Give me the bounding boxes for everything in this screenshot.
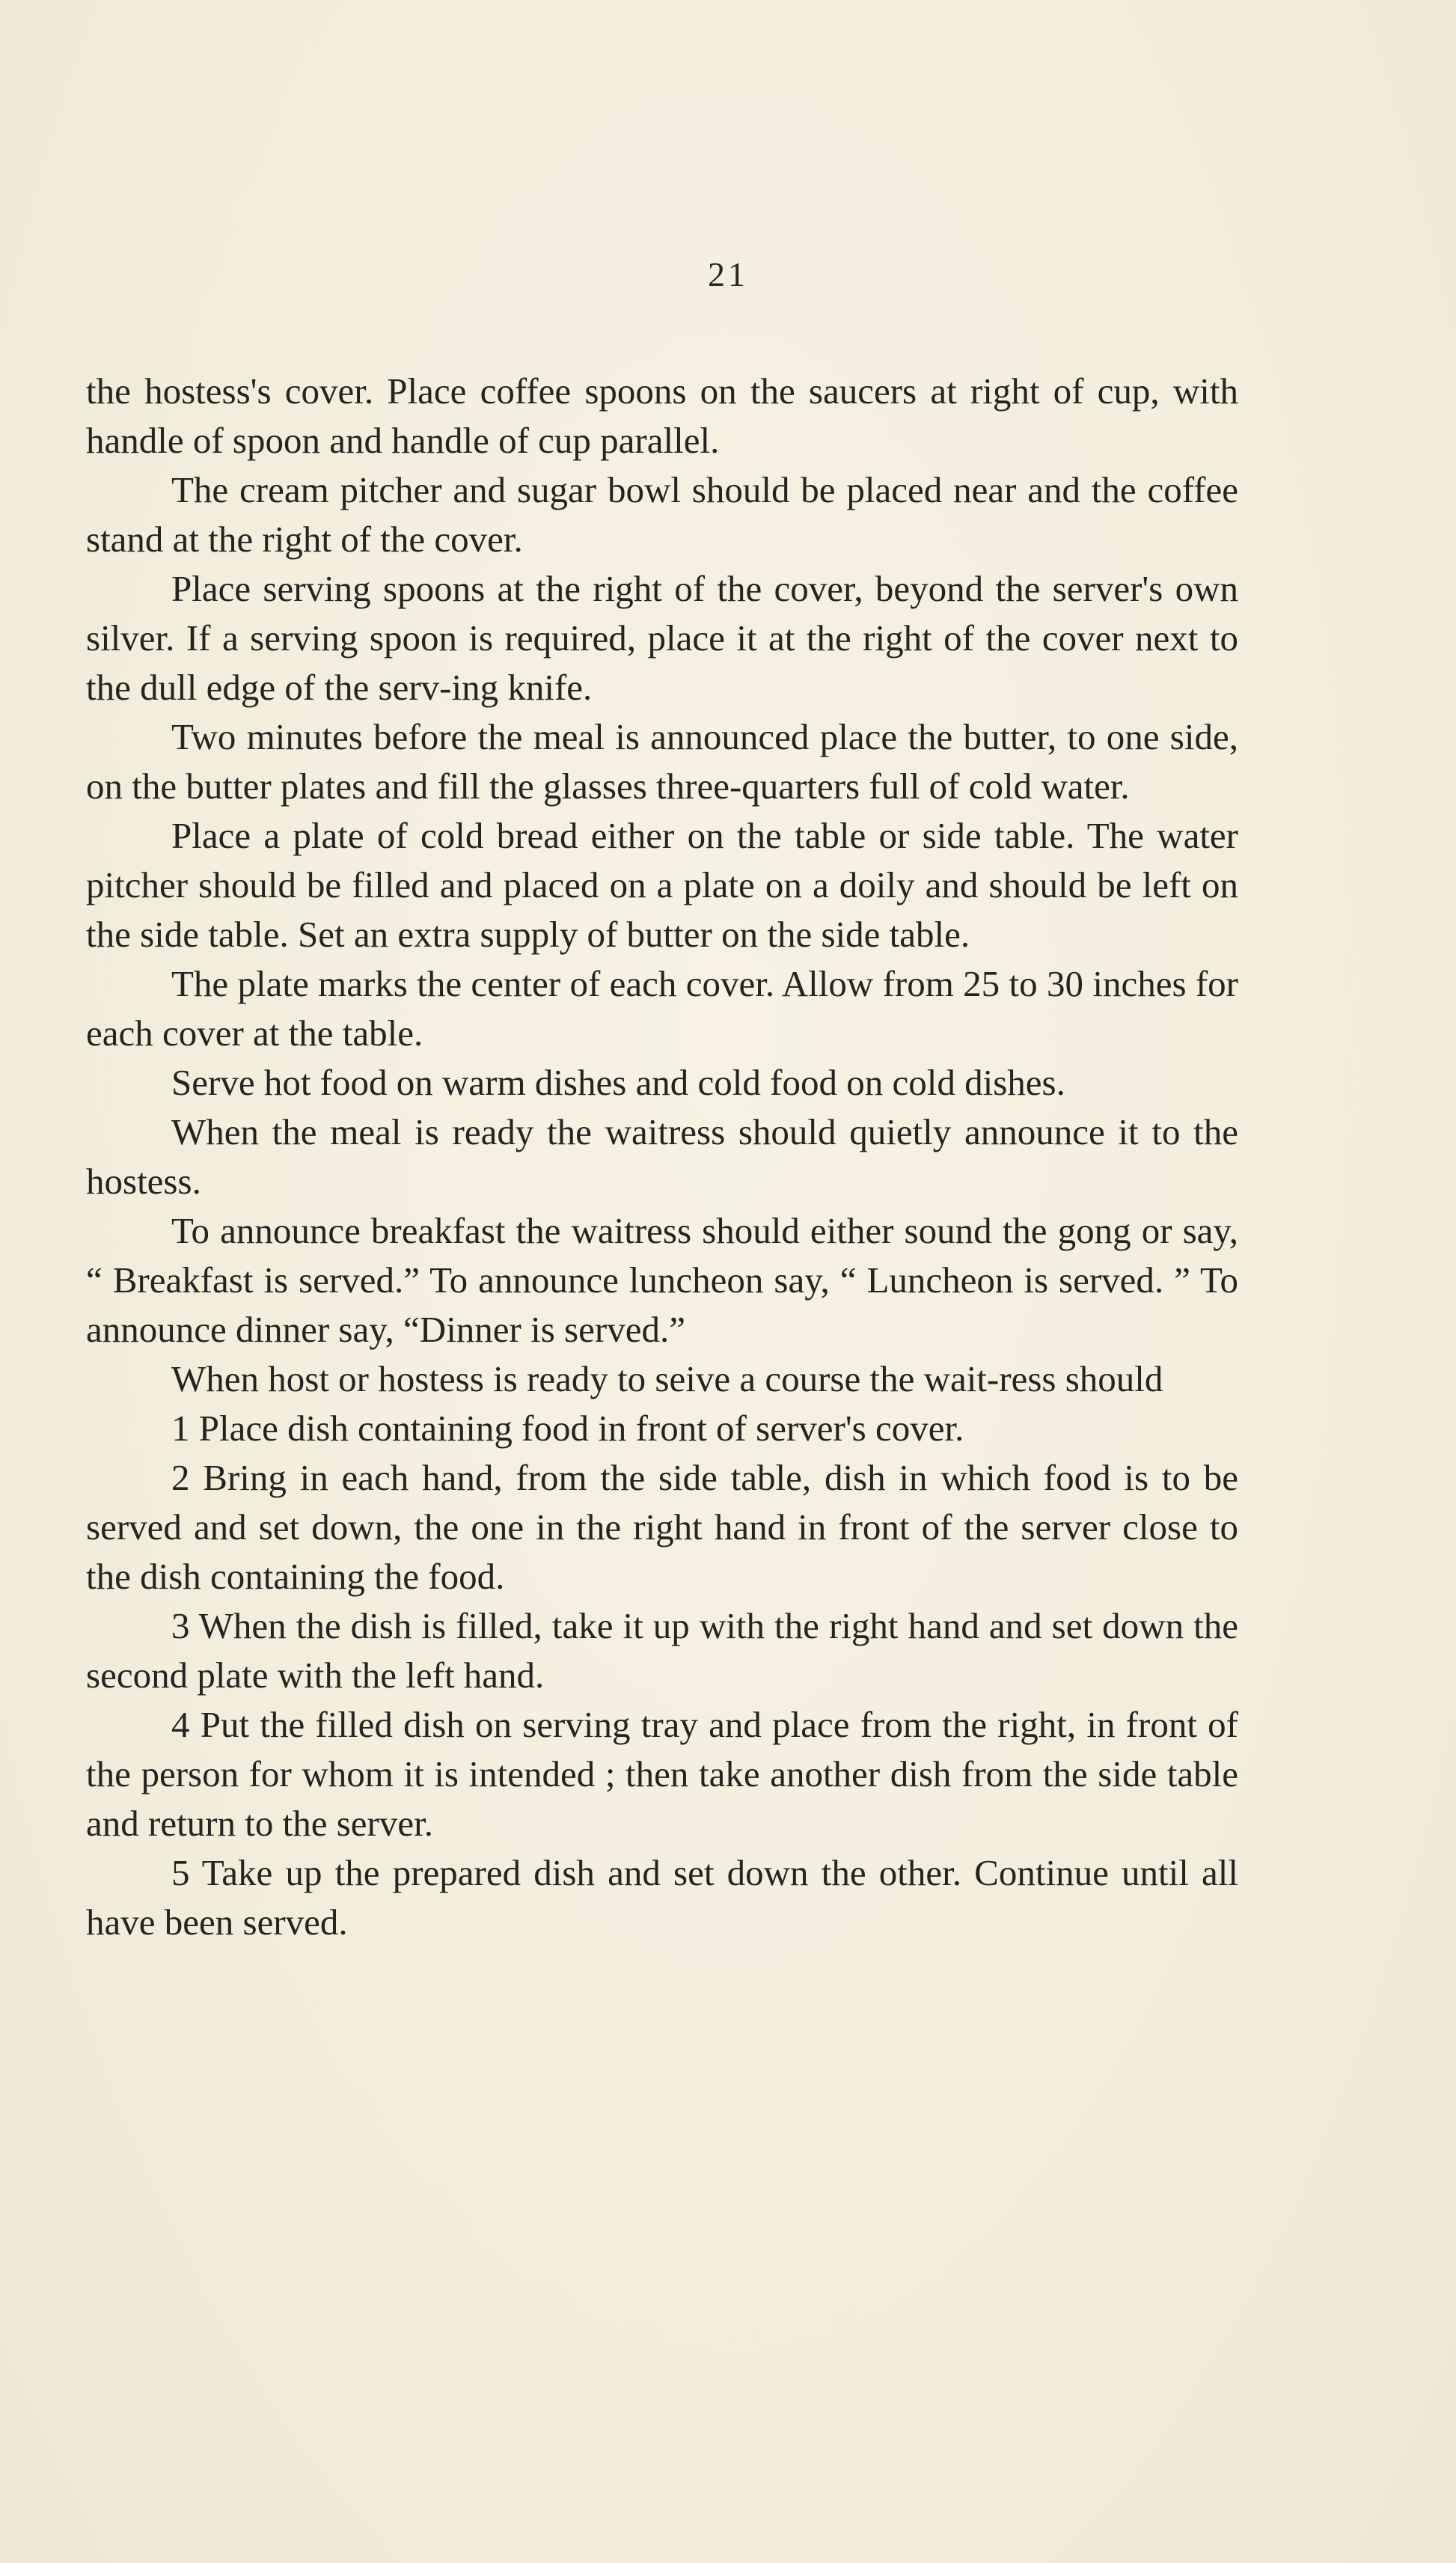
page-number: 21 <box>708 255 748 293</box>
list-item-4: 4 Put the filled dish on serving tray and place from the right, in front of the person for whom it is intended ; then take another dish from the side table and return to the server. <box>86 1704 1238 1844</box>
list-item-5: 5 Take up the prepared dish and set down the other. Continue until all have been served. <box>86 1852 1238 1943</box>
paragraph-serve-hot-food: Serve hot food on warm dishes and cold food on cold dishes. <box>171 1062 1065 1103</box>
paragraph-continuation: the hostess's cover. Place coffee spoons on the saucers at right of cup, with handle of spoon and handle of cup parallel. <box>86 370 1238 461</box>
paragraph-ready-to-serve: When host or hostess is ready to seive a course the wait-ress should <box>171 1358 1163 1399</box>
paragraph-cream-pitcher: The cream pitcher and sugar bowl should be placed near and the coffee stand at the right of the cover. <box>86 469 1238 560</box>
list-item-1: 1 Place dish containing food in front of server's cover. <box>171 1408 964 1449</box>
paragraph-announce: To announce breakfast the waitress should either sound the gong or say, “ Breakfast is served.” To announce luncheon say, “ Luncheon is served. ” To announce dinner say, “Dinner is served.” <box>86 1210 1238 1350</box>
paragraph-plate-marks: The plate marks the center of each cover. Allow from 25 to 30 inches for each cover at the table. <box>86 963 1238 1054</box>
list-item-3: 3 When the dish is filled, take it up with the right hand and set down the second plate with the left hand. <box>86 1605 1238 1696</box>
list-item-2: 2 Bring in each hand, from the side table, dish in which food is to be served and set down, the one in the right hand in front of the server close to the dish containing the food. <box>86 1457 1238 1597</box>
paragraph-serving-spoons: Place serving spoons at the right of the cover, beyond the server's own silver. If a serving spoon is required, place it at the right of the cover next to the dull edge of the serv-ing knife. <box>86 568 1238 708</box>
paragraph-cold-bread: Place a plate of cold bread either on the table or side table. The water pitcher should be filled and placed on a plate on a doily and should be left on the side table. Set an extra supply of butter on the side table. <box>86 815 1238 955</box>
paragraph-two-minutes: Two minutes before the meal is announced place the butter, to one side, on the butter plates and fill the glasses three-quarters full of cold water. <box>86 716 1238 807</box>
page-body-text <box>86 367 1238 1947</box>
paragraph-meal-ready: When the meal is ready the waitress should quietly announce it to the hostess. <box>86 1111 1238 1202</box>
